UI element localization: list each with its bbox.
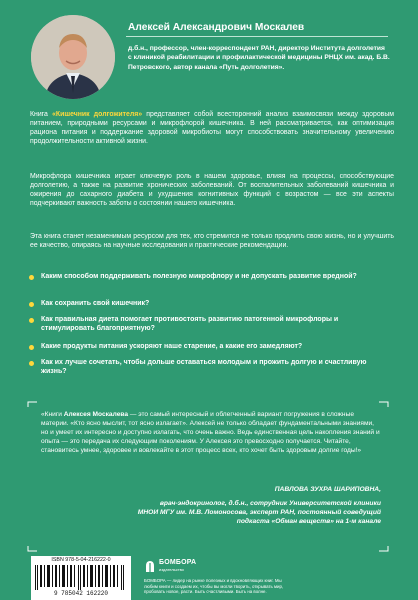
intro-paragraph-2: Микрофлора кишечника играет ключевую роль в нашем здоровье, влияя на процессы, способствующие долголетию, а также на развитие хронических заболеваний. От воспалительных заболеваний кишечника и ожирения до сахарного диабета и ухудшения когнитивных функций с возрастом — все эти аспекты подчеркивают важность заботы о состоянии нашего кишечника. [30, 173, 394, 208]
review-quote [27, 401, 389, 552]
quote-lead: «Книги [41, 411, 64, 418]
bullet-dot-icon [29, 318, 34, 323]
quote-signature-name: ПАВЛОВА ЗУХРА ШАРИПОВНА, [274, 486, 381, 493]
book-title-highlight: «Кишечник долгожителя» [52, 111, 143, 118]
quote-text [41, 410, 381, 455]
publisher-description: БОМБОРА — лидер на рынке полезных и вдохновляющих книг. Мы любим книги и создаем их, чтобы вы могли творить, открывать мир, пробовать новое, расти. Быть счастливыми. Быть на волне. [144, 578, 284, 595]
quote-signature-line: врач-эндокринолог, д.б.н., сотрудник Университетской клиники [159, 500, 381, 507]
isbn-text: ISBN 978-5-04-216222-0 [51, 557, 111, 563]
publisher-name: БОМБОРА [159, 559, 197, 566]
barcode-digits: 9 785042 162220 [53, 590, 108, 597]
question-text: Как правильная диета помогает противостоять развитию патогенной микрофлоры и стимулировать благоприятную? [41, 316, 339, 333]
intro-p1-lead: Книга [30, 111, 53, 118]
question-text: Как их лучше сочетать, чтобы дольше оставаться молодым и прожить долгую и счастливую жизнь? [41, 359, 367, 376]
isbn-barcode [31, 556, 131, 600]
quote-body: — это самый интересный и облегченный вариант погружения в сложные материи. «Кто ясно мыслит, тот ясно излагает». Алексей не только обладает фундаментальными знаниями, но и умеет их интересно и доступно излагать, что очень важно. Ведь единственная цель накопления знаний и опыта — это передача их следующим поколениям. У Алексея это превосходно получается. Читайте, становитесь умнее, здоровее и вовлекайте в этот процесс всех, кто хочет быть здоровым долгие годы!» [41, 411, 380, 455]
question-item [30, 342, 388, 351]
sig-l3-rest: на 1-м канале [333, 518, 381, 525]
intro-p1-rest: представляет собой всесторонний анализ взаимосвязи между здоровым питанием, природными ресурсами и микрофлорой кишечника. В ней рассматривается, как оптимизация рациона питания и поддержание здоровой микробиоты могут способствовать значительному увеличению продолжительности активной жизни. [30, 111, 395, 146]
question-item [30, 358, 388, 377]
publisher-subtitle: издательство [159, 567, 184, 572]
question-text: Каким способом поддерживать полезную микрофлору и не допускать развитие вредной? [41, 273, 357, 280]
author-name: Алексей Александрович Москалев [128, 22, 305, 33]
publisher-mark-icon [144, 560, 156, 572]
publisher-logo [144, 558, 197, 575]
bullet-dot-icon [29, 361, 34, 366]
author-photo [31, 15, 115, 99]
sig-l3-lead: подкаста [236, 518, 272, 525]
quote-author-name: Алексея Москалева [63, 411, 128, 418]
author-photo-illustration [31, 15, 115, 99]
bullet-dot-icon [29, 302, 34, 307]
quote-signature-line: МНОИ МГУ им. М.В. Ломоносова, эксперт РАН, постоянный соведущий [137, 509, 381, 516]
podcast-name: «Обман веществ» [271, 518, 334, 525]
author-bio: д.б.н., профессор, член-корреспондент РАН, директор Института долголетия с клиникой реабилитации и профилактической медицины РНЦХ им. акад. Б.В. Петровского, автор канала «Путь долголетия». [128, 45, 390, 71]
question-item [30, 272, 388, 281]
intro-paragraph-3: Эта книга станет незаменимым ресурсом для тех, кто стремится не только продлить свою жизнь, но и улучшить ее качество, опираясь на научные исследования и практические рекомендации. [30, 233, 394, 250]
question-text: Какие продукты питания ускоряют наше старение, а какие его замедляют? [41, 343, 303, 350]
bullet-dot-icon [29, 275, 34, 280]
bullet-dot-icon [29, 345, 34, 350]
quote-signature-line [237, 517, 381, 526]
author-divider [126, 36, 388, 37]
question-item [30, 315, 388, 334]
barcode-icon [34, 565, 128, 590]
question-item [30, 299, 388, 308]
intro-paragraph-1 [30, 110, 394, 146]
question-text: Как сохранить свой кишечник? [41, 300, 150, 307]
